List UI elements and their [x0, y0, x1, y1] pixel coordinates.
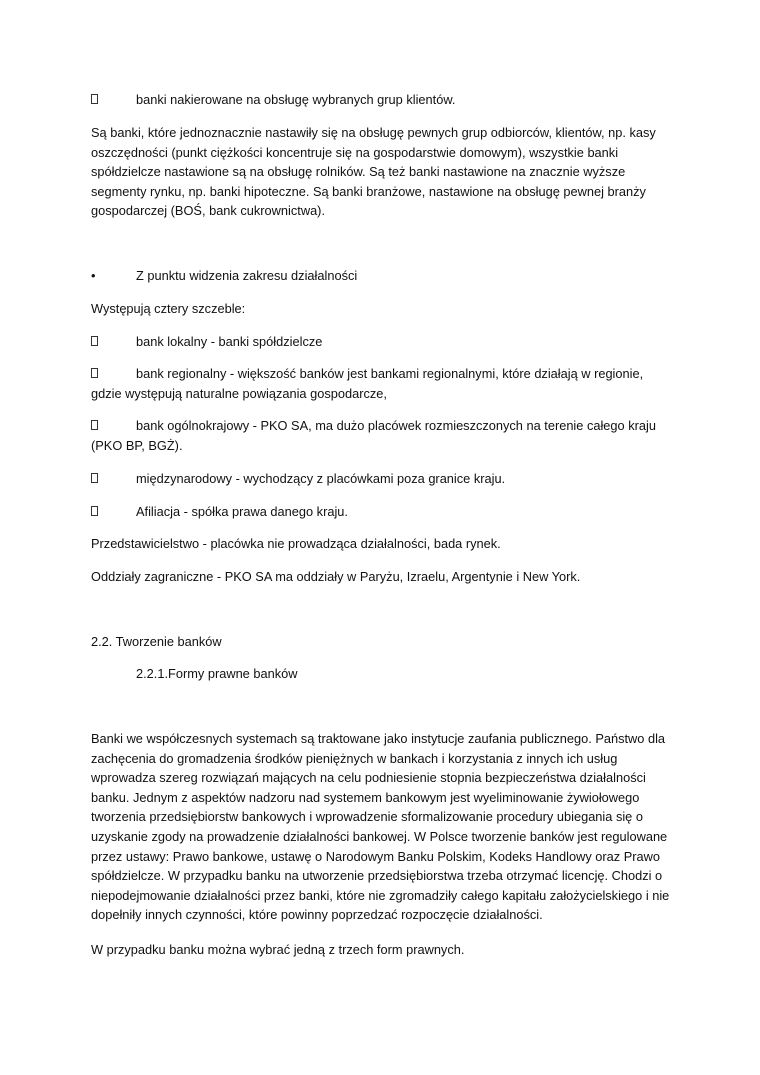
missing-glyph-box-icon [91, 502, 101, 522]
paragraph: Występują cztery szczeble: [91, 301, 246, 316]
paragraph: Banki we współczesnych systemach są traktowane jako instytucje zaufania publicznego. Państwo dla zachęcenia do gromadzenia środków pieniężnych w bankach i korzystania z innych ich usług wprowadza szereg rozwiązań mających na celu podniesienie stopnia bezpieczeństwa działalności banku. Jednym z aspektów nadzoru nad systemem bankowym jest wyeliminowanie żywiołowego tworzenia przedsiębiorstw bankowych i wprowadzenie sformalizowanie procedury ubiegania się o uzyskanie zgody na prowadzenie działalności bankowej. W Polsce tworzenie banków jest regulowane przez ustawy: Prawo bankowe, ustawę o Narodowym Banku Polskim, Kodeks Handlowy oraz Prawo spółdzielcze. W przypadku banku na utworzenie przedsiębiorstwa trzeba otrzymać licencję. Chodzi o niepodejmowanie działalności przez banki, które nie zgromadziły całego kapitału założycielskiego i nie dopełniły innych czynności, które powinny poprzedzać rozpoczęcie działalności. [91, 731, 670, 923]
missing-glyph-box-icon [91, 90, 101, 110]
missing-glyph-box-icon [91, 416, 101, 436]
list-item [91, 332, 671, 352]
list-item [91, 416, 671, 455]
section-heading: 2.2. Tworzenie banków [91, 634, 222, 649]
paragraph: Są banki, które jednoznacznie nastawiły się na obsługę pewnych grup odbiorców, klientów, np. kasy oszczędności (punkt ciężkości koncentruje się na gospodarstwie domowym), wszystkie banki spółdzielcze nastawione są na obsługę rolników. Są też banki nastawione na znacznie wyższe segmenty rynku, np. banki hipoteczne. Są banki branżowe, nastawione na obsługę pewnej branży gospodarczej (BOŚ, bank cukrownictwa). [91, 125, 656, 219]
list-item-text: bank lokalny - banki spółdzielcze [136, 334, 323, 349]
missing-glyph-box-icon [91, 364, 101, 384]
section-bullet-text: Z punktu widzenia zakresu działalności [136, 268, 358, 283]
paragraph: Przedstawicielstwo - placówka nie prowadząca działalności, bada rynek. [91, 536, 501, 551]
list-item-text: banki nakierowane na obsługę wybranych grup klientów. [136, 92, 456, 107]
subsection-heading: 2.2.1.Formy prawne banków [136, 666, 298, 681]
list-item [91, 469, 671, 489]
bullet-dot-icon: • [91, 268, 96, 283]
list-item-text: bank ogólnokrajowy - PKO SA, ma dużo placówek rozmieszczonych na terenie całego kraju (PKO BP, BGŻ). [91, 418, 656, 453]
section-bullet [91, 266, 671, 286]
missing-glyph-box-icon [91, 332, 101, 352]
list-item [91, 90, 671, 110]
list-item-text: międzynarodowy - wychodzący z placówkami poza granice kraju. [136, 471, 506, 486]
list-item-text: bank regionalny - większość banków jest bankami regionalnymi, które działają w regionie, gdzie występują naturalne powiązania gospodarcze, [91, 366, 644, 401]
paragraph: W przypadku banku można wybrać jedną z trzech form prawnych. [91, 942, 465, 957]
paragraph: Oddziały zagraniczne - PKO SA ma oddziały w Paryżu, Izraelu, Argentynie i New York. [91, 569, 581, 584]
list-item [91, 364, 671, 403]
missing-glyph-box-icon [91, 469, 101, 489]
list-item-text: Afiliacja - spółka prawa danego kraju. [136, 504, 348, 519]
list-item [91, 502, 671, 522]
